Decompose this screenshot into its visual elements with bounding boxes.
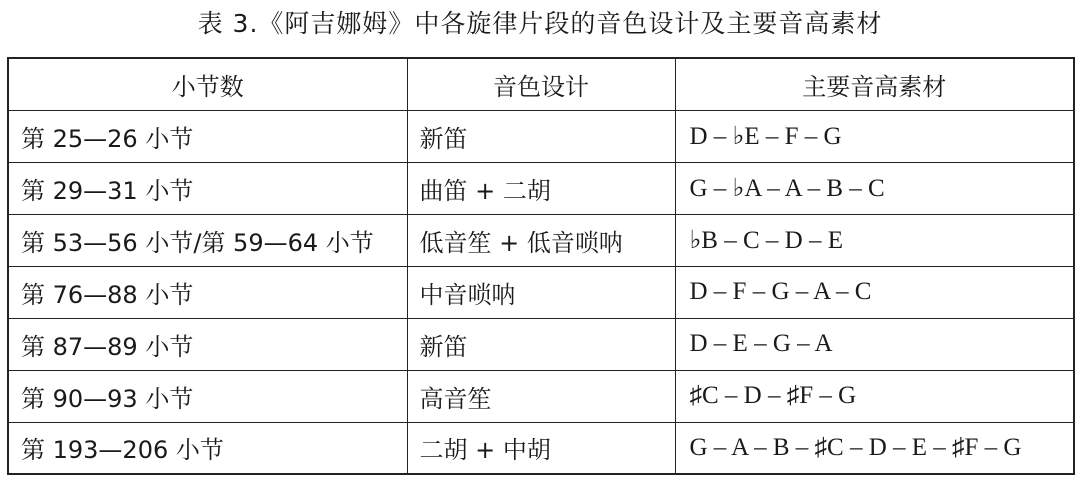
- pitch-cell: D – E – G – A: [675, 318, 1074, 370]
- pitch-cell: ♭B – C – D – E: [675, 214, 1074, 266]
- header-measures: 小节数: [8, 58, 407, 110]
- measures-cell: 第 53—56 小节/第 59—64 小节: [8, 214, 407, 266]
- pitch-cell: D – ♭E – F – G: [675, 110, 1074, 162]
- measures-cell: 第 29—31 小节: [8, 162, 407, 214]
- header-timbre-design: 音色设计: [407, 58, 675, 110]
- timbre-cell: 二胡 + 中胡: [407, 422, 675, 474]
- timbre-cell: 高音笙: [407, 370, 675, 422]
- measures-cell: 第 193—206 小节: [8, 422, 407, 474]
- timbre-pitch-table: [7, 57, 1075, 475]
- pitch-cell: G – A – B – ♯C – D – E – ♯F – G: [675, 422, 1074, 474]
- table-row: [8, 370, 1074, 422]
- timbre-cell: 新笛: [407, 110, 675, 162]
- timbre-cell: 曲笛 + 二胡: [407, 162, 675, 214]
- table-row: [8, 266, 1074, 318]
- pitch-cell: ♯C – D – ♯F – G: [675, 370, 1074, 422]
- measures-cell: 第 25—26 小节: [8, 110, 407, 162]
- measures-cell: 第 87—89 小节: [8, 318, 407, 370]
- table-row: [8, 110, 1074, 162]
- pitch-cell: D – F – G – A – C: [675, 266, 1074, 318]
- table-row: [8, 162, 1074, 214]
- timbre-cell: 中音唢呐: [407, 266, 675, 318]
- measures-cell: 第 76—88 小节: [8, 266, 407, 318]
- timbre-cell: 低音笙 + 低音唢呐: [407, 214, 675, 266]
- table-caption: 表 3.《阿吉娜姆》中各旋律片段的音色设计及主要音高素材: [197, 9, 883, 38]
- table-row: [8, 318, 1074, 370]
- measures-cell: 第 90—93 小节: [8, 370, 407, 422]
- table-row: [8, 422, 1074, 474]
- header-pitch-material: 主要音高素材: [675, 58, 1074, 110]
- timbre-cell: 新笛: [407, 318, 675, 370]
- pitch-cell: G – ♭A – A – B – C: [675, 162, 1074, 214]
- table-row: [8, 214, 1074, 266]
- table-header-row: [8, 58, 1074, 110]
